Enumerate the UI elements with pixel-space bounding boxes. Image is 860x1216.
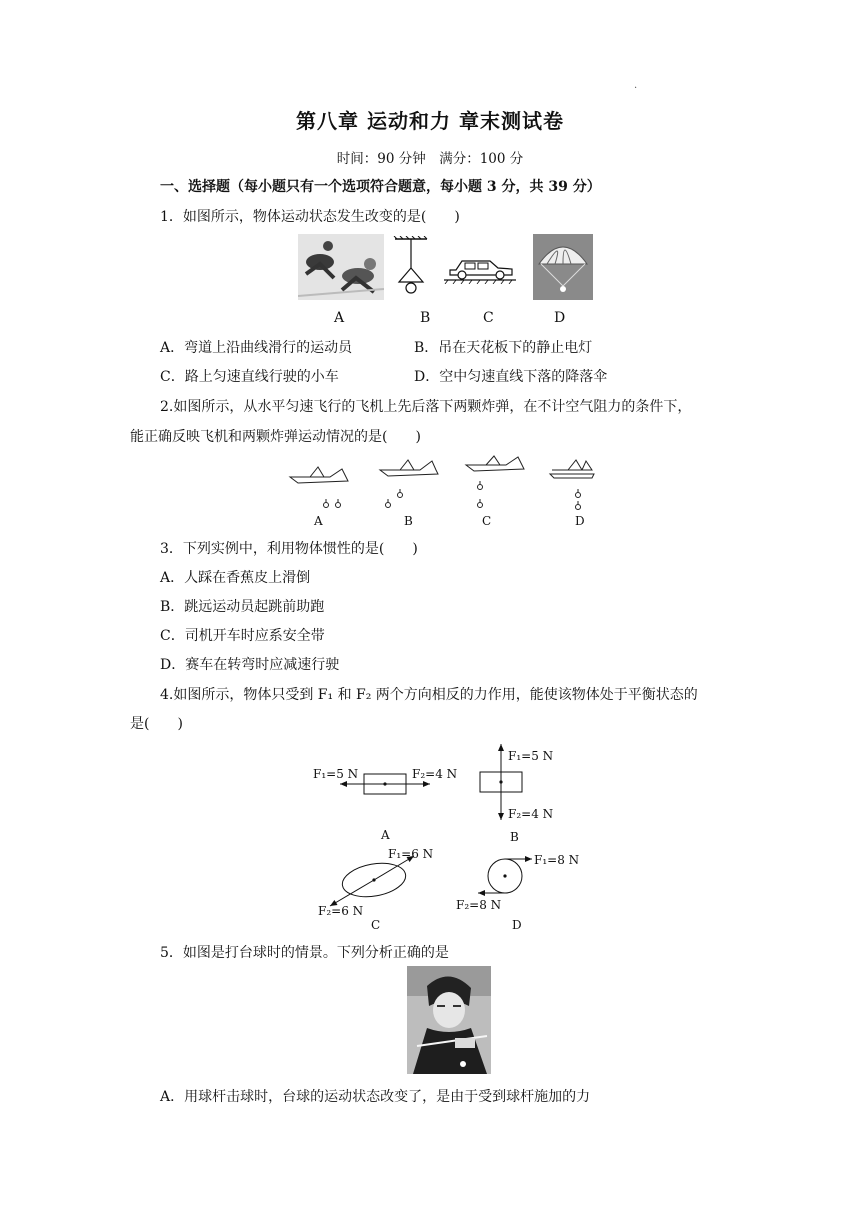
page-title: 第八章 运动和力 章末测试卷 bbox=[296, 109, 564, 133]
q1-option-d[interactable]: D．空中匀速直线下落的降落伞 bbox=[414, 369, 608, 385]
q1-option-b[interactable]: B．吊在天花板下的静止电灯 bbox=[414, 340, 593, 356]
q2-figure-planes-bombs bbox=[288, 455, 598, 530]
q2-fig-label-c: C bbox=[482, 514, 492, 528]
q5-figure-billiards-player bbox=[407, 966, 491, 1074]
q4-a-f2-label: F₂=4 N bbox=[412, 767, 458, 781]
q2-fig-label-d: D bbox=[575, 514, 585, 528]
q1-fig-label-a: A bbox=[334, 310, 345, 326]
q4-a-label: A bbox=[381, 828, 390, 842]
q1-option-c[interactable]: C．路上匀速直线行驶的小车 bbox=[160, 369, 339, 385]
q4-d-f1-label: F₁=8 N bbox=[534, 853, 580, 867]
q1-figure-c-car bbox=[442, 248, 518, 284]
q1-fig-label-b: B bbox=[420, 310, 431, 326]
q3-option-a[interactable]: A．人踩在香蕉皮上滑倒 bbox=[160, 570, 311, 586]
q4-b-f2-label: F₂=4 N bbox=[508, 807, 554, 821]
q4-b-f1-label: F₁=5 N bbox=[508, 749, 554, 763]
q3-option-c[interactable]: C．司机开车时应系安全带 bbox=[160, 628, 325, 644]
q1-figure-a-skaters bbox=[298, 234, 384, 300]
q5-stem: 5．如图是打台球时的情景。下列分析正确的是 bbox=[160, 945, 449, 961]
q3-option-b[interactable]: B．跳远运动员起跳前助跑 bbox=[160, 599, 325, 615]
q4-c-f1-label: F₁=6 N bbox=[388, 847, 434, 861]
q4-stem-line1: 4.如图所示，物体只受到 F₁ 和 F₂ 两个方向相反的力作用，能使该物体处于平衡状态的 bbox=[160, 687, 698, 703]
q1-fig-label-d: D bbox=[554, 310, 566, 326]
q4-c-f2-label: F₂=6 N bbox=[318, 904, 364, 918]
q4-c-label: C bbox=[371, 918, 381, 932]
section-heading: 一、选择题（每小题只有一个选项符合题意，每小题 3 分，共 39 分） bbox=[160, 179, 601, 195]
q2-fig-label-b: B bbox=[404, 514, 413, 528]
q5-option-a[interactable]: A．用球杆击球时，台球的运动状态改变了，是由于受到球杆施加的力 bbox=[160, 1089, 591, 1105]
q1-option-a[interactable]: A．弯道上沿曲线滑行的运动员 bbox=[160, 340, 353, 356]
q4-b-label: B bbox=[510, 830, 519, 844]
q2-stem-line1: 2.如图所示，从水平匀速飞行的飞机上先后落下两颗炸弹，在不计空气阻力的条件下， bbox=[160, 399, 692, 415]
q2-stem-line2: 能正确反映飞机和两颗炸弹运动情况的是( ) bbox=[130, 429, 421, 445]
q4-d-label: D bbox=[512, 918, 522, 932]
q1-stem: 1．如图所示，物体运动状态发生改变的是( ) bbox=[160, 209, 460, 225]
exam-info: 时间：90 分钟 满分：100 分 bbox=[336, 151, 524, 167]
q3-option-d[interactable]: D．赛车在转弯时应减速行驶 bbox=[160, 657, 340, 673]
page-mark: . bbox=[634, 80, 638, 91]
q3-stem: 3．下列实例中，利用物体惯性的是( ) bbox=[160, 541, 418, 557]
q2-fig-label-a: A bbox=[314, 514, 323, 528]
q4-d-f2-label: F₂=8 N bbox=[456, 898, 502, 912]
q1-figure-d-parachute bbox=[533, 234, 593, 300]
q1-figure-b-hanging-lamp bbox=[393, 236, 429, 296]
q4-stem-line2: 是( ) bbox=[130, 716, 183, 732]
q4-a-f1-label: F₁=5 N bbox=[313, 767, 359, 781]
q1-fig-label-c: C bbox=[483, 310, 494, 326]
